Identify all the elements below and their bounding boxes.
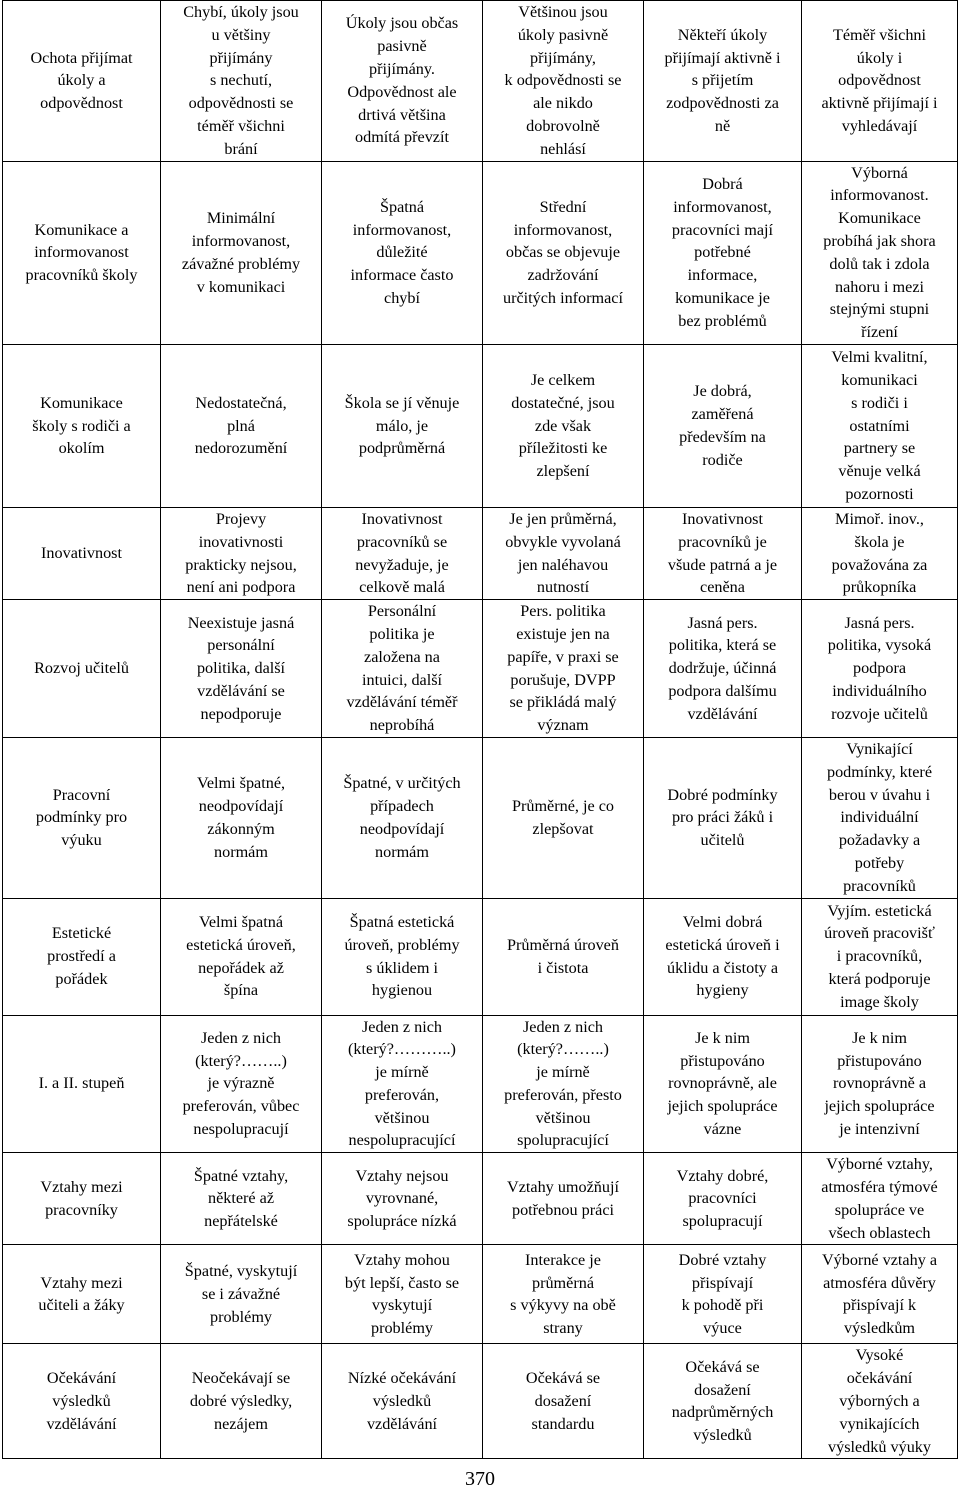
table-row (3, 161, 958, 344)
table-row (3, 1344, 958, 1459)
level-1-cell: Špatné, vyskytují se i závažné problémy (161, 1245, 322, 1344)
table-row (3, 1245, 958, 1344)
level-5-cell: Výborné vztahy, atmosféra týmové spolupráce ve všech oblastech (802, 1153, 958, 1245)
criterion-cell: Pracovní podmínky pro výuku (3, 737, 161, 898)
page-number: 370 (465, 1468, 495, 1490)
level-4-cell: Dobré podmínky pro práci žáků i učitelů (644, 737, 802, 898)
level-4-cell: Velmi dobrá estetická úroveň i úklidu a čistoty a hygieny (644, 898, 802, 1015)
level-5-cell: Jasná pers. politika, vysoká podpora individuálního rozvoje učitelů (802, 600, 958, 738)
level-1-cell: Neexistuje jasná personální politika, další vzdělávání se nepodporuje (161, 600, 322, 738)
level-4-cell: Je k nim přistupováno rovnoprávně, ale jejich spolupráce vázne (644, 1015, 802, 1153)
level-4-cell: Inovativnost pracovníků je všude patrná a je ceněna (644, 507, 802, 599)
level-3-cell: Většinou jsou úkoly pasivně přijímány, k odpovědnosti se ale nikdo dobrovolně nehlásí (483, 1, 644, 162)
level-1-cell: Minimální informovanost, závažné problémy v komunikaci (161, 161, 322, 344)
assessment-table (2, 0, 958, 1459)
level-1-cell: Nedostatečná, plná nedorozumění (161, 344, 322, 507)
table-row (3, 1, 958, 162)
criterion-cell: Ochota přijímat úkoly a odpovědnost (3, 1, 161, 162)
level-5-cell: Výborná informovanost. Komunikace probíhá jak shora dolů tak i zdola nahoru i mezi stejnými stupni řízení (802, 161, 958, 344)
level-2-cell: Vztahy mohou být lepší, často se vyskytují problémy (322, 1245, 483, 1344)
level-3-cell: Jeden z nich (který?……..) je mírně preferován, přesto většinou spolupracující (483, 1015, 644, 1153)
level-5-cell: Velmi kvalitní, komunikaci s rodiči i ostatními partnery se věnuje velká pozornosti (802, 344, 958, 507)
level-5-cell: Mimoř. inov., škola je považována za průkopníka (802, 507, 958, 599)
level-1-cell: Špatné vztahy, některé až nepřátelské (161, 1153, 322, 1245)
criterion-cell: Očekávání výsledků vzdělávání (3, 1344, 161, 1459)
table-row (3, 1015, 958, 1153)
level-4-cell: Dobrá informovanost, pracovníci mají potřebné informace, komunikace je bez problémů (644, 161, 802, 344)
criterion-cell: Vztahy mezi pracovníky (3, 1153, 161, 1245)
level-2-cell: Škola se jí věnuje málo, je podprůměrná (322, 344, 483, 507)
level-3-cell: Je celkem dostatečné, jsou zde však příležitosti ke zlepšení (483, 344, 644, 507)
table-row (3, 600, 958, 738)
level-4-cell: Je dobrá, zaměřená především na rodiče (644, 344, 802, 507)
level-4-cell: Dobré vztahy přispívají k pohodě při výuce (644, 1245, 802, 1344)
criterion-cell: Inovativnost (3, 507, 161, 599)
level-5-cell: Vyjím. estetická úroveň pracovišť i pracovníků, která podporuje image školy (802, 898, 958, 1015)
level-2-cell: Vztahy nejsou vyrovnané, spolupráce nízká (322, 1153, 483, 1245)
level-3-cell: Střední informovanost, občas se objevuje zadržování určitých informací (483, 161, 644, 344)
level-5-cell: Výborné vztahy a atmosféra důvěry přispívají k výsledkům (802, 1245, 958, 1344)
level-3-cell: Průměrné, je co zlepšovat (483, 737, 644, 898)
criterion-cell: Komunikace školy s rodiči a okolím (3, 344, 161, 507)
level-2-cell: Špatná informovanost, důležité informace často chybí (322, 161, 483, 344)
level-3-cell: Je jen průměrná, obvykle vyvolaná jen naléhavou nutností (483, 507, 644, 599)
criterion-cell: Rozvoj učitelů (3, 600, 161, 738)
level-4-cell: Vztahy dobré, pracovníci spolupracují (644, 1153, 802, 1245)
criterion-cell: Vztahy mezi učiteli a žáky (3, 1245, 161, 1344)
table-row (3, 1153, 958, 1245)
table-row (3, 898, 958, 1015)
level-1-cell: Velmi špatné, neodpovídají zákonným normám (161, 737, 322, 898)
level-4-cell: Jasná pers. politika, která se dodržuje, účinná podpora dalšímu vzdělávání (644, 600, 802, 738)
level-2-cell: Špatná estetická úroveň, problémy s úklidem i hygienou (322, 898, 483, 1015)
table-row (3, 344, 958, 507)
level-3-cell: Vztahy umožňují potřebnou práci (483, 1153, 644, 1245)
level-2-cell: Špatné, v určitých případech neodpovídají normám (322, 737, 483, 898)
level-2-cell: Jeden z nich (který?………..) je mírně preferován, většinou nespolupracující (322, 1015, 483, 1153)
level-5-cell: Je k nim přistupováno rovnoprávně a jejich spolupráce je intenzivní (802, 1015, 958, 1153)
level-4-cell: Někteří úkoly přijímají aktivně i s přijetím zodpovědnosti za ně (644, 1, 802, 162)
level-1-cell: Chybí, úkoly jsou u většiny přijímány s nechutí, odpovědnosti se téměř všichni brání (161, 1, 322, 162)
level-4-cell: Očekává se dosažení nadprůměrných výsledků (644, 1344, 802, 1459)
table-row (3, 737, 958, 898)
level-3-cell: Očekává se dosažení standardu (483, 1344, 644, 1459)
criterion-cell: Estetické prostředí a pořádek (3, 898, 161, 1015)
level-2-cell: Inovativnost pracovníků se nevyžaduje, je celkově malá (322, 507, 483, 599)
level-5-cell: Vysoké očekávání výborných a vynikajících výsledků výuky (802, 1344, 958, 1459)
level-1-cell: Jeden z nich (který?……..) je výrazně preferován, vůbec nespolupracují (161, 1015, 322, 1153)
level-2-cell: Personální politika je založena na intuici, další vzdělávání téměř neprobíhá (322, 600, 483, 738)
level-1-cell: Velmi špatná estetická úroveň, nepořádek až špína (161, 898, 322, 1015)
table-row (3, 507, 958, 599)
level-5-cell: Vynikající podmínky, které berou v úvahu i individuální požadavky a potřeby pracovníků (802, 737, 958, 898)
criterion-cell: Komunikace a informovanost pracovníků školy (3, 161, 161, 344)
level-2-cell: Úkoly jsou občas pasivně přijímány. Odpovědnost ale drtivá většina odmítá převzít (322, 1, 483, 162)
level-1-cell: Projevy inovativnosti prakticky nejsou, není ani podpora (161, 507, 322, 599)
level-3-cell: Průměrná úroveň i čistota (483, 898, 644, 1015)
criterion-cell: I. a II. stupeň (3, 1015, 161, 1153)
level-3-cell: Pers. politika existuje jen na papíře, v praxi se porušuje, DVPP se přikládá malý význam (483, 600, 644, 738)
level-5-cell: Téměř všichni úkoly i odpovědnost aktivně přijímají i vyhledávají (802, 1, 958, 162)
level-3-cell: Interakce je průměrná s výkyvy na obě strany (483, 1245, 644, 1344)
level-1-cell: Neočekávají se dobré výsledky, nezájem (161, 1344, 322, 1459)
level-2-cell: Nízké očekávání výsledků vzdělávání (322, 1344, 483, 1459)
